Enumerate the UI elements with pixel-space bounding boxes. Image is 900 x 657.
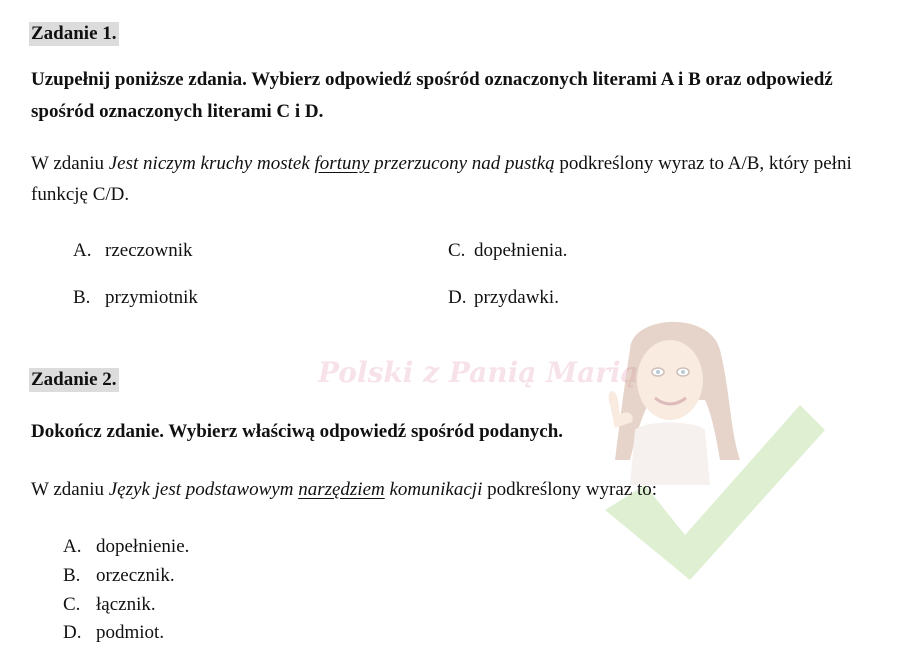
option-text: dopełnienia.: [474, 240, 568, 261]
option-text: przydawki.: [474, 287, 559, 308]
option-letter: B.: [63, 565, 81, 586]
task2-option-b: [63, 564, 175, 588]
task2-question: [31, 474, 871, 505]
option-letter: A.: [73, 240, 92, 261]
task2-heading: Zadanie 2.: [31, 369, 117, 390]
option-text: podmiot.: [96, 622, 165, 643]
task2-sentence-a: Język jest podstawowym: [108, 479, 299, 500]
task2-instruction: Dokończ zdanie. Wybierz właściwą odpowiedź spośród podanych.: [31, 421, 564, 442]
option-letter: B.: [73, 287, 91, 308]
task1-option-d: [448, 286, 559, 310]
option-text: rzeczownik: [105, 240, 193, 261]
task1-sentence-a: Jest niczym kruchy mostek: [108, 153, 315, 174]
task2-option-a: [63, 535, 189, 559]
task2-underlined-word: narzędziem: [298, 479, 385, 500]
option-letter: A.: [63, 536, 82, 557]
task1-sentence-b: przerzucony nad pustką: [369, 153, 555, 174]
task1-underlined-word: fortuny: [314, 153, 370, 174]
task1-option-c: [448, 239, 567, 263]
task1-option-b: [73, 286, 198, 310]
option-letter: D.: [63, 622, 82, 643]
task2-sentence-b: komunikacji: [384, 479, 483, 500]
option-letter: C.: [448, 240, 466, 261]
task1-option-a: [73, 239, 193, 263]
option-text: orzecznik.: [96, 565, 175, 586]
task2-text-after: podkreślony wyraz to:: [482, 479, 658, 500]
task2-option-c: [63, 593, 156, 617]
task2-option-d: [63, 621, 164, 645]
option-letter: D.: [448, 287, 467, 308]
task1-text-before: W zdaniu: [31, 153, 109, 174]
option-text: dopełnienie.: [96, 536, 190, 557]
watermark-avatar-check-icon: [590, 310, 830, 590]
task1-heading: Zadanie 1.: [31, 23, 117, 44]
option-letter: C.: [63, 594, 81, 615]
task2-text-before: W zdaniu: [31, 479, 109, 500]
task1-text-after: podkreślony wyraz to A/B, który pełni funkcję C/D.: [31, 153, 852, 205]
option-text: łącznik.: [96, 594, 156, 615]
task1-instruction: Uzupełnij poniższe zdania. Wybierz odpowiedź spośród oznaczonych literami A i B oraz odpowiedź spośród oznaczonych literami C i D.: [31, 69, 833, 122]
task1-question: [31, 148, 871, 210]
option-text: przymiotnik: [105, 287, 198, 308]
watermark-text: Polski z Panią Marią: [318, 356, 639, 389]
